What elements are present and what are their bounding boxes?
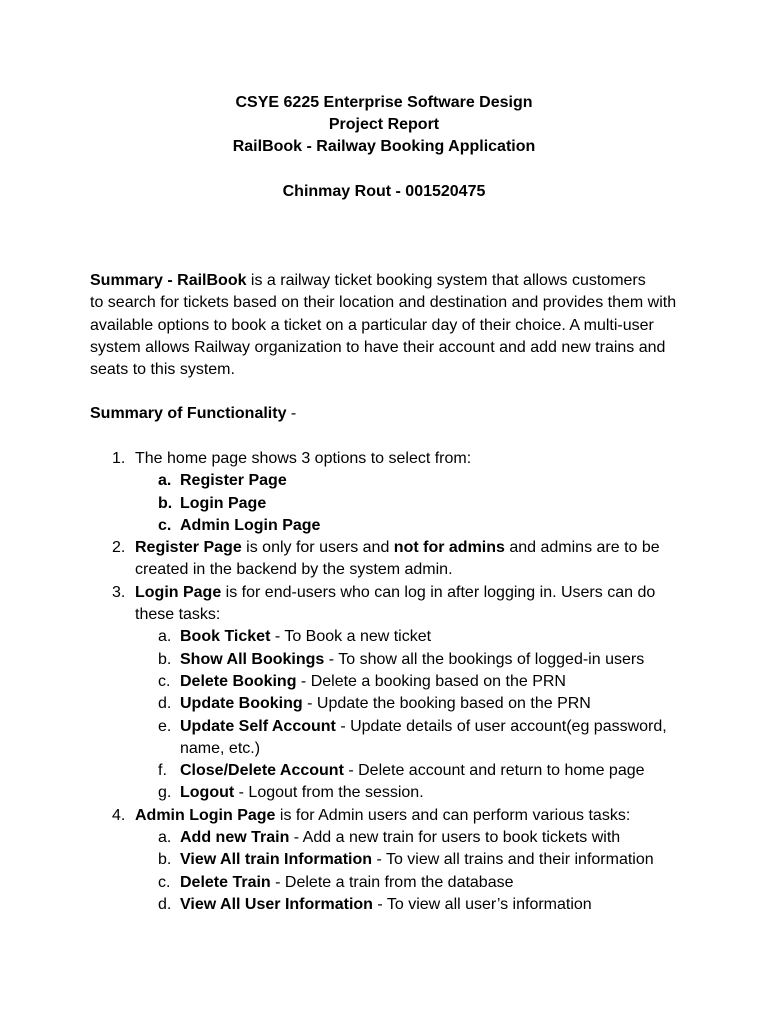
- sub-bold: Update Self Account: [180, 717, 336, 735]
- sub-letter: d.: [158, 695, 172, 713]
- sub-text: - Update details of user account(eg password,: [335, 717, 667, 735]
- sub-list-item: [90, 671, 710, 693]
- sub-text: - Update the booking based on the PRN: [302, 695, 591, 713]
- list-number: 2.: [112, 539, 126, 557]
- functionality-title-suffix: -: [286, 405, 297, 422]
- sub-list-item: [90, 470, 710, 492]
- sub-letter: c.: [158, 873, 171, 891]
- list-text: and admins are to be: [504, 539, 660, 557]
- sub-bold: Login Page: [180, 494, 267, 512]
- list-bold: not for admins: [393, 539, 505, 557]
- functionality-heading: [90, 403, 296, 425]
- list-text: is for Admin users and can perform various tasks:: [275, 806, 631, 824]
- summary-label: Summary - RailBook: [90, 272, 247, 289]
- sub-letter: c.: [158, 516, 172, 534]
- sub-bold: Book Ticket: [180, 628, 271, 646]
- sub-letter: a.: [158, 472, 172, 490]
- list-text: is for end-users who can log in after logging in. Users can do: [221, 583, 656, 601]
- sub-text: - Delete account and return to home page: [343, 762, 645, 780]
- sub-bold: Show All Bookings: [180, 650, 325, 668]
- sub-bold: Logout: [180, 784, 235, 802]
- sub-list-item: [90, 626, 710, 648]
- sub-list-item: [90, 782, 710, 804]
- list-item: [90, 582, 710, 604]
- list-item-continuation: [90, 604, 710, 626]
- sub-letter: b.: [158, 851, 172, 869]
- summary-line: available options to book a ticket on a particular day of their choice. A multi-user: [90, 316, 654, 334]
- sub-list-item: [90, 649, 710, 671]
- report-title: Project Report: [328, 116, 440, 133]
- sub-text: - To view all user’s information: [372, 895, 592, 913]
- sub-letter: b.: [158, 650, 172, 668]
- sub-text: name, etc.): [180, 739, 261, 757]
- summary-line: system allows Railway organization to have their account and add new trains and: [90, 338, 666, 356]
- list-item-continuation: [90, 559, 710, 581]
- sub-text: - Delete a booking based on the PRN: [296, 672, 566, 690]
- sub-list-item: [90, 493, 710, 515]
- sub-list-item: [90, 515, 710, 537]
- sub-list-item: [90, 716, 710, 738]
- sub-text: - Add a new train for users to book tickets with: [289, 829, 621, 847]
- sub-letter: b.: [158, 494, 173, 512]
- list-text: The home page shows 3 options to select from:: [135, 450, 472, 467]
- list-bold: Admin Login Page: [135, 806, 276, 824]
- sub-list-item-continuation: [90, 738, 710, 760]
- functionality-list: [90, 448, 710, 916]
- sub-bold: Update Booking: [180, 695, 303, 713]
- sub-letter: f.: [158, 762, 167, 780]
- sub-bold: Delete Booking: [180, 672, 297, 690]
- sub-bold: View All User Information: [180, 895, 373, 913]
- list-item: [90, 805, 710, 827]
- sub-letter: g.: [158, 784, 172, 802]
- sub-list-item: [90, 693, 710, 715]
- sub-text: - Logout from the session.: [234, 784, 424, 802]
- summary-paragraph: [90, 270, 700, 381]
- list-text: created in the backend by the system admin.: [135, 561, 453, 579]
- author-line: Chinmay Rout - 001520475: [282, 183, 486, 200]
- sub-bold: Register Page: [180, 472, 287, 490]
- sub-text: - To Book a new ticket: [270, 628, 432, 646]
- sub-text: - To show all the bookings of logged-in users: [324, 650, 645, 668]
- sub-letter: d.: [158, 895, 172, 913]
- course-title: CSYE 6225 Enterprise Software Design: [235, 94, 533, 111]
- sub-letter: a.: [158, 628, 172, 646]
- sub-list-item: [90, 894, 710, 916]
- sub-bold: View All train Information: [180, 851, 373, 869]
- summary-text: is a railway ticket booking system that allows customers: [246, 272, 646, 289]
- summary-line: to search for tickets based on their location and destination and provides them with: [90, 294, 677, 312]
- sub-text: - Delete a train from the database: [270, 873, 514, 891]
- list-bold: Register Page: [135, 539, 242, 557]
- sub-list-item: [90, 849, 710, 871]
- sub-text: - To view all trains and their information: [372, 851, 654, 869]
- sub-bold: Admin Login Page: [180, 516, 321, 534]
- sub-letter: c.: [158, 672, 171, 690]
- functionality-title: Summary of Functionality: [90, 405, 287, 422]
- sub-list-item: [90, 872, 710, 894]
- sub-letter: e.: [158, 717, 172, 735]
- list-item: [90, 448, 710, 470]
- list-text: is only for users and: [241, 539, 394, 557]
- list-number: 3.: [112, 583, 126, 601]
- sub-bold: Add new Train: [180, 829, 290, 847]
- list-bold: Login Page: [135, 583, 222, 601]
- list-number: 4.: [112, 806, 126, 824]
- summary-line: seats to this system.: [90, 361, 235, 379]
- sub-list-item: [90, 760, 710, 782]
- sub-letter: a.: [158, 829, 172, 847]
- sub-list-item: [90, 827, 710, 849]
- list-number: 1.: [112, 450, 126, 467]
- sub-bold: Close/Delete Account: [180, 762, 344, 780]
- list-text: these tasks:: [135, 606, 221, 624]
- summary-line: [90, 270, 700, 292]
- app-title: RailBook - Railway Booking Application: [232, 138, 536, 155]
- list-item: [90, 537, 710, 559]
- sub-bold: Delete Train: [180, 873, 271, 891]
